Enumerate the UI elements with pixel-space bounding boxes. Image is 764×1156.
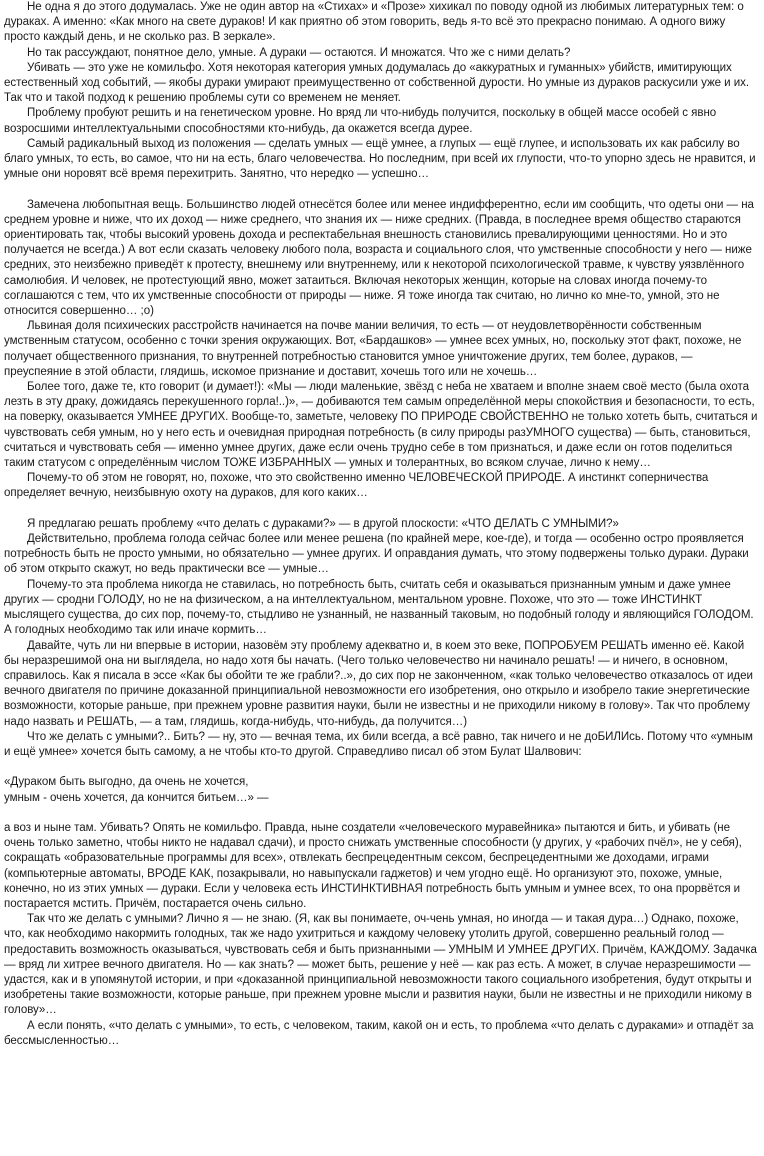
paragraph: Проблему пробуют решить и на генетическом уровне. Но вряд ли что-нибудь получится, поскольку в общей массе особей с явно возросшими интеллектуальными способностями кто-нибудь, да окажется всегда дурее. (4, 107, 717, 135)
paragraph: Убивать — это уже не комильфо. Хотя некоторая категория умных додумалась до «аккуратных и гуманных» убийств, имитирующих естественный ход событий, — якобы дураки умирают преимущественно от собственной дурости. Но умные из дураков раскусили уже и их. Так что и такой подход к решению проблемы сути со временем не меняет. (4, 61, 750, 105)
paragraph: Действительно, проблема голода сейчас более или менее решена (по крайней мере, кое-где), и тогда — особенно остро проявляется потребность быть не просто умными, но обязательно — умнее других. И оправдания думать, что этому подвержены только дураки. Дураки об этом открыто скажут, но ведь практически все — умные… (4, 533, 749, 576)
paragraph: Замечена любопытная вещь. Большинство людей отнесётся более или менее индифферентно, если им сообщить, что одеты они — на среднем уровне и ниже, что их доход — ниже среднего, что знания их — ниже средних. (Правда, в последнее время общество стараются ориентировать так, чтобы высокий уровень дохода и респектабельная внешность становились превалирующими ценностями. Но и это получается не всегда.) А вот если сказать человеку любого пола, возраста и социального слоя, что умственные способности у него — ниже средних, это неизбежно приведёт к протесту, внешнему или внутреннему, или к некоторой психологической травме, к чувству уязвлённого самолюбия. И человек, не протестующий явно, может затаиться. Включая некоторых женщин, которые на словах иногда почему-то соглашаются с тем, что их умственные способности от природы — ниже. Я тоже иногда так считаю, но лично ко мне-то, умной, это не относится совершенно… ;о) (4, 198, 754, 318)
paragraph-gap (4, 760, 760, 775)
paragraph-gap (4, 806, 760, 821)
paragraph-gap (4, 502, 760, 517)
paragraph: Но так рассуждают, понятное дело, умные. А дураки — остаются. И множатся. Что же с ними делать? (27, 46, 571, 59)
paragraph: Не одна я до этого додумалась. Уже не один автор на «Стихах» и «Прозе» хихикал по поводу одной из любимых литературных тем: о дураках. А именно: «Как много на свете дураков! И как приятно об этом говорить, ведь я-то всё это прекрасно понимаю. А одного вижу просто каждый день, и не сколько раз. В зеркале». (4, 1, 744, 44)
quote-line: умным - очень хочется, да кончится битьем…» — (4, 791, 269, 804)
paragraph: Я предлагаю решать проблему «что делать с дураками?» — в другой плоскости: «ЧТО ДЕЛАТЬ С УМНЫМИ?» (27, 517, 619, 530)
paragraph-gap (4, 182, 760, 197)
paragraph: Почему-то эта проблема никогда не ставилась, но потребность быть, считать себя и оказываться признанным умным и даже умнее других — сродни ГОЛОДУ, но не на физическом, а на интеллектуальном, ментальном уровне. Похоже, что это — тоже ИНСТИНКТ мыслящего существа, до сих пор, почему-то, стыдливо не узнанный, не названный таковым, но подобный голоду и являющийся ГОЛОДОМ. А голодных необходимо так или иначе кормить… (4, 578, 754, 637)
quote-line: «Дураком быть выгодно, да очень не хочется, (4, 776, 249, 789)
paragraph: а воз и ныне там. Убивать? Опять не комильфо. Правда, ныне создатели «человеческого муравейника» пытаются и бить, и убивать (не очень только заметно, чтобы никто не надавал сдачи), и просто снижать умственные способности (у других, у «рабочих пчёл», не у себя), сокращать «образовательные программы для всех», отвлекать беспрецедентным сексом, беспрецедентными же доходами, играми (компьютерные автоматы, ВРОДЕ КАК, позакрывали, но навыпускали гаджетов) и чем угодно ещё. Но организуют это, похоже, умные, конечно, но из этих умных — дураки. Если у человека есть ИНСТИНКТИВНАЯ потребность быть умным и умнее всех, то она прорвётся и постарается мстить. Причём, постарается очень сильно. (4, 821, 742, 910)
paragraph: Так что же делать с умными? Лично я — не знаю. (Я, как вы понимаете, оч-чень умная, но иногда — и такая дура…) Однако, похоже, что, как необходимо накормить голодных, так же надо ухитриться и каждому человеку утолить другой, совершенно реальный голод — предоставить возможность оказываться, чувствовать себя и быть признанными — УМНЫМ И УМНЕЕ ДРУГИХ. Причём, КАЖДОМУ. Задачка — вряд ли хитрее вечного двигателя. Но — как знать? — может быть, решение у неё — как раз есть. А может, в случае неразрешимости — удастся, как и в упомянутой истории, и при «доказанной принципиальной невозможности такого социального изобретения, будут открыты и изобретены такие возможности, которые раньше, при прежнем уровне мысли и развития науки, были не известны и не приходили никому в голову»… (4, 913, 757, 1017)
paragraph: Что же делать с умными?.. Бить? — ну, это — вечная тема, их били всегда, а всё равно, так ничего и не доБИЛИсь. Потому что «умным и ещё умнее» хочется быть самому, а не чтобы кто-то другой. Справедливо писал об этом Булат Шалвович: (4, 730, 753, 758)
paragraph: Самый радикальный выход из положения — сделать умных — ещё умнее, а глупых — ещё глупее, и использовать их как рабсилу во благо умных, то есть, во самое, что ни на есть, благо человечества. Но последним, при всей их глупости, что-то упорно здесь не нравится, и умные они норовят всё время перехитрить. Занятно, что нередко — успешно… (4, 137, 756, 181)
paragraph: Более того, даже те, кто говорит (и думает!): «Мы — люди маленькие, звёзд с неба не хватаем и вполне знаем своё место (была охота лезть в эту драку, дожидаясь перекушенного горла!..)», — добиваются тем самым определённой меры спокойствия и безопасности, то есть, на поверку, оказывается УМНЕЕ ДРУГИХ. Вообще-то, заметьте, человеку ПО ПРИРОДЕ СВОЙСТВЕННО не только хотеть быть, считаться и чувствовать себя умным, но у него есть и очевидная природная потребность (в силу природы разУМНОГО существа) — быть, становиться, считаться и чувствовать себя — именно умнее других, даже если очень трудно себе в том признаться, и даже если он готов поделиться таким статусом с определённым числом ТОЖЕ ИЗБРАННЫХ — умных и толерантных, во всяком случае, лично к нему… (4, 381, 758, 470)
paragraph: Почему-то об этом не говорят, но, похоже, что это свойственно именно ЧЕЛОВЕЧЕСКОЙ ПРИРОДЕ. А инстинкт соперничества определяет вечную, неизбывную охоту на дураков, для кого каких… (4, 472, 709, 500)
paragraph: А если понять, «что делать с умными», то есть, с человеком, таким, какой он и есть, то проблема «что делать с дураками» и отпадёт за бессмысленностью… (4, 1019, 754, 1047)
paragraph: Львиная доля психических расстройств начинается на почве мании величия, то есть — от неудовлетворённости собственным умственным статусом, особенно с точки зрения окружающих. Вот, «Бардашков» — умнее всех умных, но, поскольку этот факт, похоже, не получает общественного признания, то внутренней потребностью становится умное уничтожение других, тем более, дураков, — преуспеяние в этой области, глядишь, искомое признание и доставит, хочешь того или не хочешь… (4, 320, 742, 378)
paragraph: Давайте, чуть ли ни впервые в истории, назовём эту проблему адекватно и, в коем это веке, ПОПРОБУЕМ РЕШАТЬ именно её. Какой бы неразрешимой она ни выглядела, но надо хотя бы начать. (Чего только человечество ни начинало решать! — и ничего, в основном, справилось. Как я писала в эссе «Как бы обойти те же грабли?..», до сих пор не законченном, «как только человечество отказалось от идеи вечного двигателя по причине доказанной принципиальной невозможности его изобретения, оно открыло и изобрело такие энергетические возможности, которые раньше, при прежнем уровне развития науки, были не известны и не приходили никому в голову». Так что проблему надо назвать и РЕШАТЬ, — а там, глядишь, когда-нибудь, что-нибудь, да получится…) (4, 639, 753, 728)
